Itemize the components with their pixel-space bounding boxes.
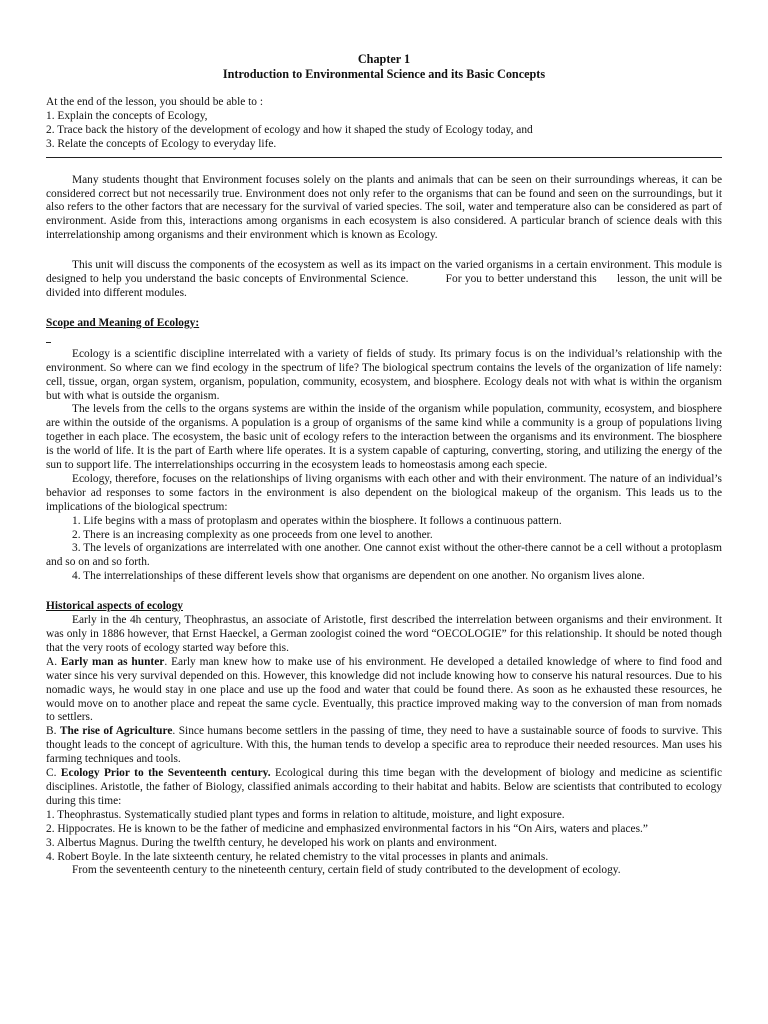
- section-text: . Early man knew how to make use of his environment. He developed a detailed knowledge of where to find food and water since his very survival depended on this. However, this knowledge did not include knowing how to conserve his natural resources. Due to his nomadic ways, he would stay in one place and use up the food and water that could be found there. As soon as he exhausted these resources, he would move on to another place and repeat the same cycle. Eventually, this practice improved making way to the conversion of man from nomads to settlers.: [46, 655, 722, 724]
- objectives-intro: At the end of the lesson, you should be able to :: [46, 96, 264, 108]
- spectrum-item: 4. The interrelationships of these different levels show that organisms are dependent on one another. No organism lives alone.: [72, 570, 645, 583]
- objective-item: 1. Explain the concepts of Ecology,: [46, 109, 208, 122]
- scope-paragraph: Ecology is a scientific discipline interrelated with a variety of fields of study. Its primary focus is on the individual’s relationship with the environment. So where can we find ecology in the spectrum of life? The biological spectrum contains the levels of the organization of life namely: cell, tissue, organ, organ system, organism, population, community, ecosystem, and biosphere. Ecology deals not with what is within the organism but with what is outside the organism.: [46, 347, 722, 402]
- history-section-a: [46, 656, 722, 726]
- scientist-item: 1. Theophrastus. Systematically studied plant types and forms in relation to altitude, moisture, and light exposure.: [46, 808, 565, 821]
- spectrum-item: 3. The levels of organizations are interrelated with one another. One cannot exist without the other-there cannot be a cell without a protoplasm and so on and so forth.: [46, 542, 722, 569]
- section-letter: A.: [46, 655, 58, 668]
- section-title: The rise of Agriculture: [59, 725, 173, 738]
- objective-item: 2. Trace back the history of the development of ecology and how it shaped the study of Ecology today, and: [46, 123, 533, 136]
- section-heading-history: Historical aspects of ecology: [46, 600, 183, 613]
- scientist-item: 3. Albertus Magnus. During the twelfth century, he developed his work on plants and environment.: [46, 836, 497, 849]
- section-letter: B.: [46, 725, 57, 738]
- scientist-item: 4. Robert Boyle. In the late sixteenth century, he related chemistry to the vital processes in plants and animals.: [46, 850, 549, 863]
- section-letter: C.: [46, 767, 57, 780]
- learning-objectives: [46, 96, 722, 152]
- scientist-item: 2. Hippocrates. He is known to be the father of medicine and emphasized environmental factors in his “On Airs, waters and places.”: [46, 822, 648, 835]
- spectrum-item: 1. Life begins with a mass of protoplasm and operates within the biosphere. It follows a continuous pattern.: [72, 514, 562, 527]
- section-heading-scope: Scope and Meaning of Ecology:: [46, 316, 200, 329]
- dash-mark: [46, 336, 722, 348]
- section-text: Ecological during this time began with the development of biology and medicine as scientific disciplines. Aristotle, the father of Biology, classified animals according to their habitat and habits. Below are scientists that contributed to ecology during this time:: [46, 767, 722, 807]
- section-title: Early man as hunter: [60, 655, 165, 668]
- history-section-c: [46, 767, 722, 809]
- intro-paragraph: Many students thought that Environment focuses solely on the plants and animals that can be seen on their surroundings whereas, it can be considered correct but not necessarily true. Environment does not only refer to the organisms that can be found and seen on the surroundings, but it also refers to the other factors that are necessary for the survival of varied species. The soil, water and temperature also can be considered as part of environment. Aside from this, interactions among organisms in each ecosystem is also considered. A particular branch of science deals with this interrelationship among organisms and their environment which is known as Ecology.: [46, 173, 722, 242]
- spectrum-item: 2. There is an increasing complexity as one proceeds from one level to another.: [72, 528, 433, 541]
- objective-item: 3. Relate the concepts of Ecology to everyday life.: [46, 137, 277, 150]
- intro-paragraph: This unit will discuss the components of the ecosystem as well as its impact on the varied organisms in a certain environment. This module is designed to help you understand the basic concepts of Environmental Science. For you to better understand this lesson, the unit will be divided into different modules.: [46, 259, 725, 299]
- history-intro: Early in the 4h century, Theophrastus, an associate of Aristotle, first described the interrelation between organisms and their environment. It was only in 1886 however, that Ernst Haeckel, a German zoologist coined the word “OECOLOGIE” for this relationship. It should be noted though that the very roots of ecology started way before this.: [46, 614, 722, 654]
- section-title: Ecology Prior to the Seventeenth century.: [60, 767, 271, 780]
- chapter-title: Introduction to Environmental Science and its Basic Concepts: [222, 67, 546, 81]
- closing-paragraph: From the seventeenth century to the nineteenth century, certain field of study contributed to the development of ecology.: [72, 864, 621, 877]
- chapter-label: Chapter 1: [357, 52, 411, 66]
- scope-paragraph: The levels from the cells to the organs systems are within the inside of the organism while population, community, ecosystem, and biosphere are within the outside of the organisms. A population is a group of organisms of the same kind while a community is a group of populations living together in each place. The ecosystem, the basic unit of ecology refers to the interaction between the organisms and its environment. The biosphere is the world of life. It is the part of Earth where life operates. It is a system capable of capturing, converting, storing, and utilizing the energy of the sun to support life. The interrelationships occurring in the ecosystem leads to homeostasis among each specie.: [46, 403, 722, 472]
- scope-paragraph: Ecology, therefore, focuses on the relationships of living organisms with each other and with their environment. The nature of an individual’s behavior ad responses to some factors in the environment is also dependent on the biological makeup of the organism. This leads us to the implications of the biological spectrum:: [46, 472, 722, 513]
- history-section-b: [46, 725, 722, 767]
- horizontal-divider: [46, 157, 722, 158]
- section-text: . Since humans become settlers in the passing of time, they need to have a sustainable source of foods to survive. This thought leads to the concept of agriculture. With this, the human tends to develop a specific area to reproduce their needed resources. Man uses his farming techniques and tools.: [46, 725, 722, 766]
